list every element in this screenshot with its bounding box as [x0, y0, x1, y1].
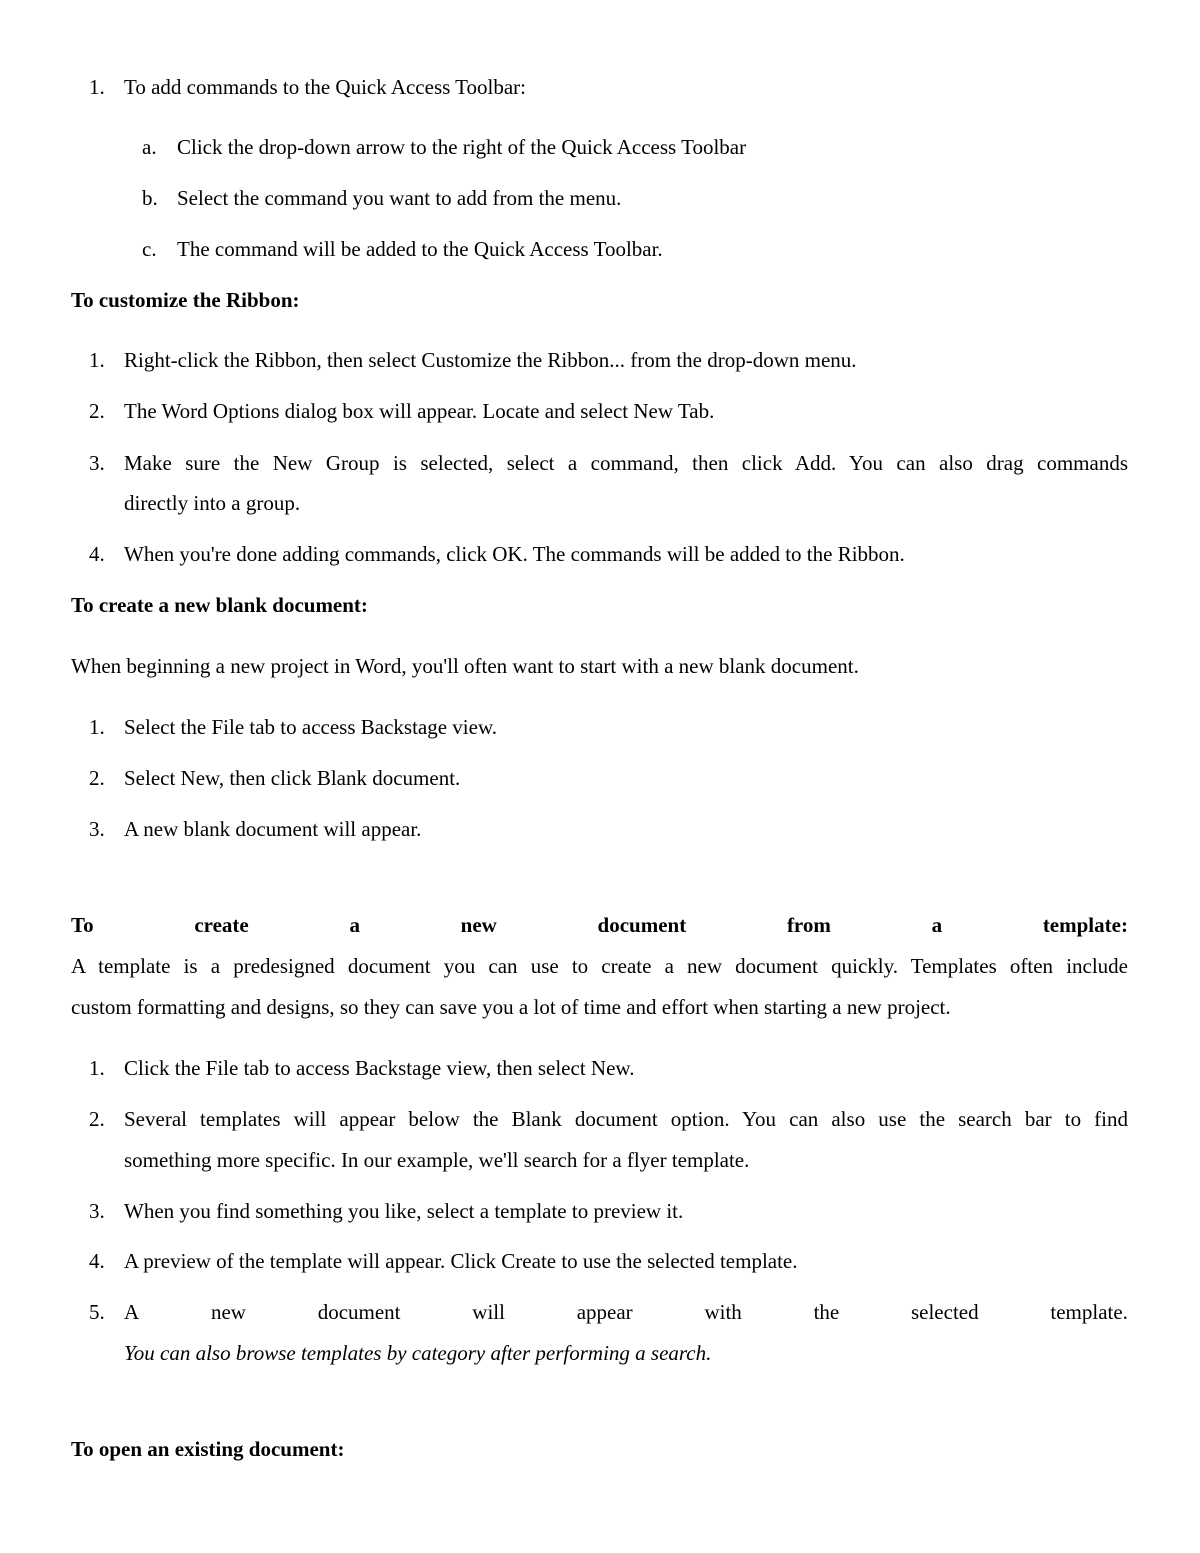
- list-number: 2.: [89, 766, 105, 790]
- sublist-item-text: Select the command you want to add from the menu.: [177, 186, 622, 210]
- list-number: 3.: [89, 1199, 105, 1223]
- list-number: 1.: [89, 75, 105, 99]
- list-item-text: When you find something you like, select a template to preview it.: [124, 1199, 684, 1223]
- step-word: appear: [576, 1300, 633, 1324]
- list-number: 4.: [89, 542, 105, 566]
- list-item-text-continued: something more specific. In our example, we'll search for a flyer template.: [124, 1148, 750, 1172]
- list-number: 1.: [89, 1056, 105, 1080]
- list-item-text: Click the File tab to access Backstage view, then select New.: [124, 1056, 635, 1080]
- step-word: new: [210, 1300, 246, 1324]
- list-item-text: Several templates will appear below the Blank document option. You can also use the search bar to find: [124, 1107, 1128, 1131]
- list-item-text: Make sure the New Group is selected, select a command, then click Add. You can also drag commands: [124, 451, 1128, 475]
- step-word: the: [813, 1300, 840, 1324]
- sublist-label: c.: [142, 237, 157, 261]
- heading-word: To: [71, 913, 94, 937]
- heading-word: create: [194, 913, 249, 937]
- list-number: 3.: [89, 817, 105, 841]
- heading-word: from: [786, 913, 831, 937]
- step-word: will: [472, 1300, 505, 1324]
- paragraph-continued: custom formatting and designs, so they can save you a lot of time and effort when starting a new project.: [71, 995, 951, 1019]
- list-item-text-continued: directly into a group.: [124, 491, 301, 515]
- sublist-label: b.: [142, 186, 158, 210]
- list-item-text: Right-click the Ribbon, then select Customize the Ribbon... from the drop-down menu.: [124, 348, 857, 372]
- section-heading: [71, 912, 1128, 938]
- list-number: 1.: [89, 715, 105, 739]
- section-heading: To create a new blank document:: [71, 593, 368, 617]
- step-word: A: [124, 1300, 140, 1324]
- sublist-item-text: Click the drop-down arrow to the right of the Quick Access Toolbar: [177, 135, 747, 159]
- step-word: document: [317, 1300, 401, 1324]
- paragraph: When beginning a new project in Word, you'll often want to start with a new blank document.: [71, 654, 859, 678]
- paragraph: A template is a predesigned document you can use to create a new document quickly. Templates often include: [71, 954, 1128, 978]
- step-word: template.: [1050, 1300, 1128, 1324]
- list-number: 3.: [89, 451, 105, 475]
- list-item-text: The Word Options dialog box will appear. Locate and select New Tab.: [124, 399, 715, 423]
- list-item-text: [124, 1299, 1128, 1325]
- step-word: with: [704, 1300, 742, 1324]
- list-item-text: A new blank document will appear.: [124, 817, 422, 841]
- italic-note: You can also browse templates by category after performing a search.: [124, 1341, 712, 1365]
- list-item-text: A preview of the template will appear. Click Create to use the selected template.: [124, 1249, 798, 1273]
- sublist-item-text: The command will be added to the Quick Access Toolbar.: [177, 237, 663, 261]
- heading-word: document: [597, 913, 687, 937]
- list-number: 4.: [89, 1249, 105, 1273]
- list-item-text: To add commands to the Quick Access Toolbar:: [124, 75, 527, 99]
- sublist-label: a.: [142, 135, 157, 159]
- list-number: 2.: [89, 1107, 105, 1131]
- list-number: 1.: [89, 348, 105, 372]
- heading-word: template:: [1042, 913, 1128, 937]
- list-number: 5.: [89, 1300, 105, 1324]
- section-heading: To open an existing document:: [71, 1437, 345, 1461]
- list-item-text: Select the File tab to access Backstage view.: [124, 715, 498, 739]
- step-word: selected: [910, 1300, 979, 1324]
- list-number: 2.: [89, 399, 105, 423]
- heading-word: a: [931, 913, 943, 937]
- heading-word: new: [460, 913, 497, 937]
- list-item-text: When you're done adding commands, click OK. The commands will be added to the Ribbon.: [124, 542, 905, 566]
- list-item-text: Select New, then click Blank document.: [124, 766, 461, 790]
- section-heading: To customize the Ribbon:: [71, 288, 300, 312]
- heading-word: a: [349, 913, 360, 937]
